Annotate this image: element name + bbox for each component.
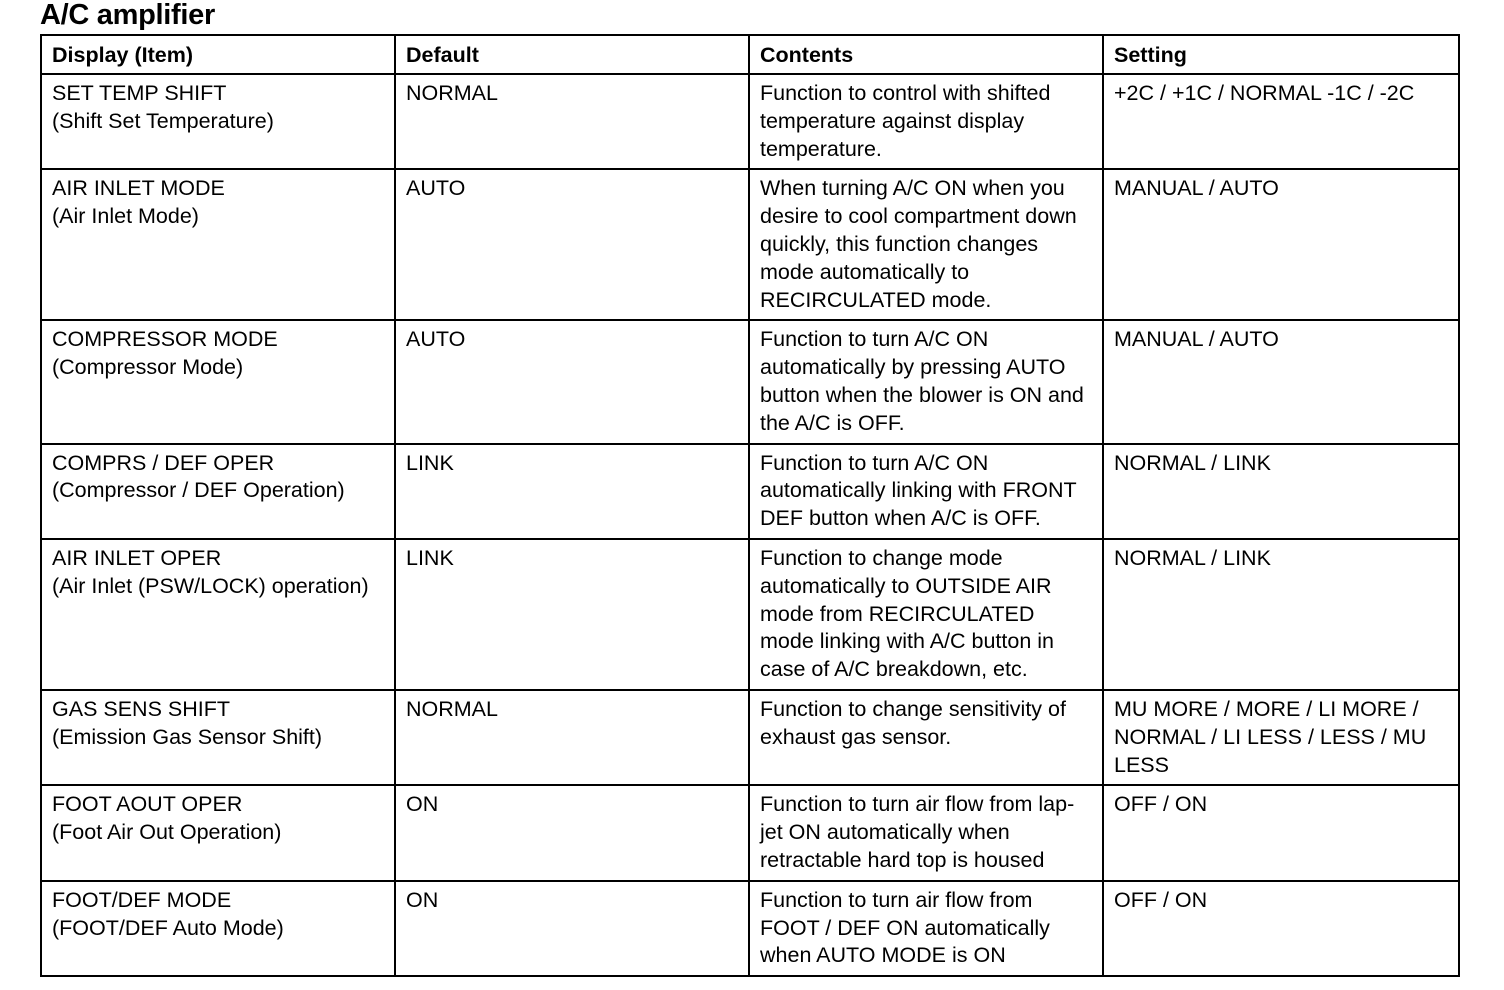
header-row	[41, 35, 1459, 74]
display-cell	[41, 785, 395, 880]
display-cell	[41, 169, 395, 320]
column-header-setting: Setting	[1103, 35, 1459, 74]
default-cell: AUTO	[395, 320, 749, 443]
table-row	[41, 444, 1459, 539]
display-cell	[41, 320, 395, 443]
contents-text: Function to control with shifted temperature against display temperature.	[760, 81, 1051, 161]
contents-text: Function to turn air flow from lap-jet ON automatically when retractable hard top is housed	[760, 792, 1075, 872]
display-cell	[41, 881, 395, 976]
default-cell: LINK	[395, 539, 749, 690]
table-body	[41, 74, 1459, 976]
contents-text: Function to change mode automatically to OUTSIDE AIR mode from RECIRCULATED mode linking with A/C button in case of A/C breakdown, etc.	[760, 545, 1054, 682]
column-header-contents: Contents	[749, 35, 1103, 74]
setting-cell: OFF / ON	[1103, 785, 1459, 880]
table-row	[41, 169, 1459, 320]
table-row	[41, 785, 1459, 880]
contents-cell	[749, 444, 1103, 539]
contents-text: Function to turn A/C ON automatically linking with FRONT DEF button when A/C is OFF.	[760, 450, 1077, 531]
column-header-display: Display (Item)	[41, 35, 395, 74]
display-item-description: (Emission Gas Sensor Shift)	[52, 724, 323, 749]
display-item: GAS SENS SHIFT	[52, 696, 231, 721]
display-item-description: (Air Inlet Mode)	[52, 204, 199, 229]
contents-cell	[749, 785, 1103, 880]
display-item: AIR INLET MODE	[52, 176, 225, 201]
page-title: A/C amplifier	[40, 0, 215, 31]
display-item-description: (Air Inlet (PSW/LOCK) operation)	[52, 573, 369, 598]
contents-cell	[749, 320, 1103, 443]
table-row	[41, 539, 1459, 690]
setting-cell: MANUAL / AUTO	[1103, 169, 1459, 320]
setting-cell: MU MORE / MORE / LI MORE / NORMAL / LI LESS / LESS / MU LESS	[1103, 690, 1459, 785]
display-item-description: (FOOT/DEF Auto Mode)	[52, 915, 284, 940]
display-cell	[41, 539, 395, 690]
setting-cell: MANUAL / AUTO	[1103, 320, 1459, 443]
default-cell: NORMAL	[395, 690, 749, 785]
setting-cell: OFF / ON	[1103, 881, 1459, 976]
contents-cell	[749, 169, 1103, 320]
display-cell	[41, 74, 395, 169]
contents-cell	[749, 690, 1103, 785]
display-item: AIR INLET OPER	[52, 545, 222, 570]
setting-cell: NORMAL / LINK	[1103, 444, 1459, 539]
display-item-description: (Compressor Mode)	[52, 355, 244, 380]
contents-text: Function to change sensitivity of exhaust gas sensor.	[760, 696, 1066, 749]
table-row	[41, 320, 1459, 443]
display-item: FOOT/DEF MODE	[52, 887, 232, 912]
display-item: FOOT AOUT OPER	[52, 792, 243, 817]
setting-cell: +2C / +1C / NORMAL -1C / -2C	[1103, 74, 1459, 169]
column-header-default: Default	[395, 35, 749, 74]
contents-text: When turning A/C ON when you desire to cool compartment down quickly, this function changes mode automatically to RECIRCULATED mode.	[760, 176, 1077, 312]
default-cell: ON	[395, 881, 749, 976]
display-item-description: (Compressor / DEF Operation)	[52, 478, 345, 503]
display-cell	[41, 690, 395, 785]
table-header	[41, 35, 1459, 74]
setting-cell: NORMAL / LINK	[1103, 539, 1459, 690]
customize-settings-table	[40, 34, 1460, 977]
default-cell: ON	[395, 785, 749, 880]
table-row	[41, 690, 1459, 785]
default-cell: NORMAL	[395, 74, 749, 169]
table-row	[41, 74, 1459, 169]
display-cell	[41, 444, 395, 539]
display-item-description: (Shift Set Temperature)	[52, 108, 274, 133]
default-cell: LINK	[395, 444, 749, 539]
display-item: SET TEMP SHIFT	[52, 81, 227, 105]
contents-cell	[749, 539, 1103, 690]
table-row	[41, 881, 1459, 976]
contents-cell	[749, 74, 1103, 169]
contents-text: Function to turn A/C ON automatically by pressing AUTO button when the blower is ON and the A/C is OFF.	[760, 327, 1084, 435]
contents-text: Function to turn air flow from FOOT / DEF ON automatically when AUTO MODE is ON	[760, 887, 1050, 968]
display-item-description: (Foot Air Out Operation)	[52, 820, 282, 845]
display-item: COMPRESSOR MODE	[52, 327, 278, 352]
contents-cell	[749, 881, 1103, 976]
default-cell: AUTO	[395, 169, 749, 320]
display-item: COMPRS / DEF OPER	[52, 450, 275, 475]
